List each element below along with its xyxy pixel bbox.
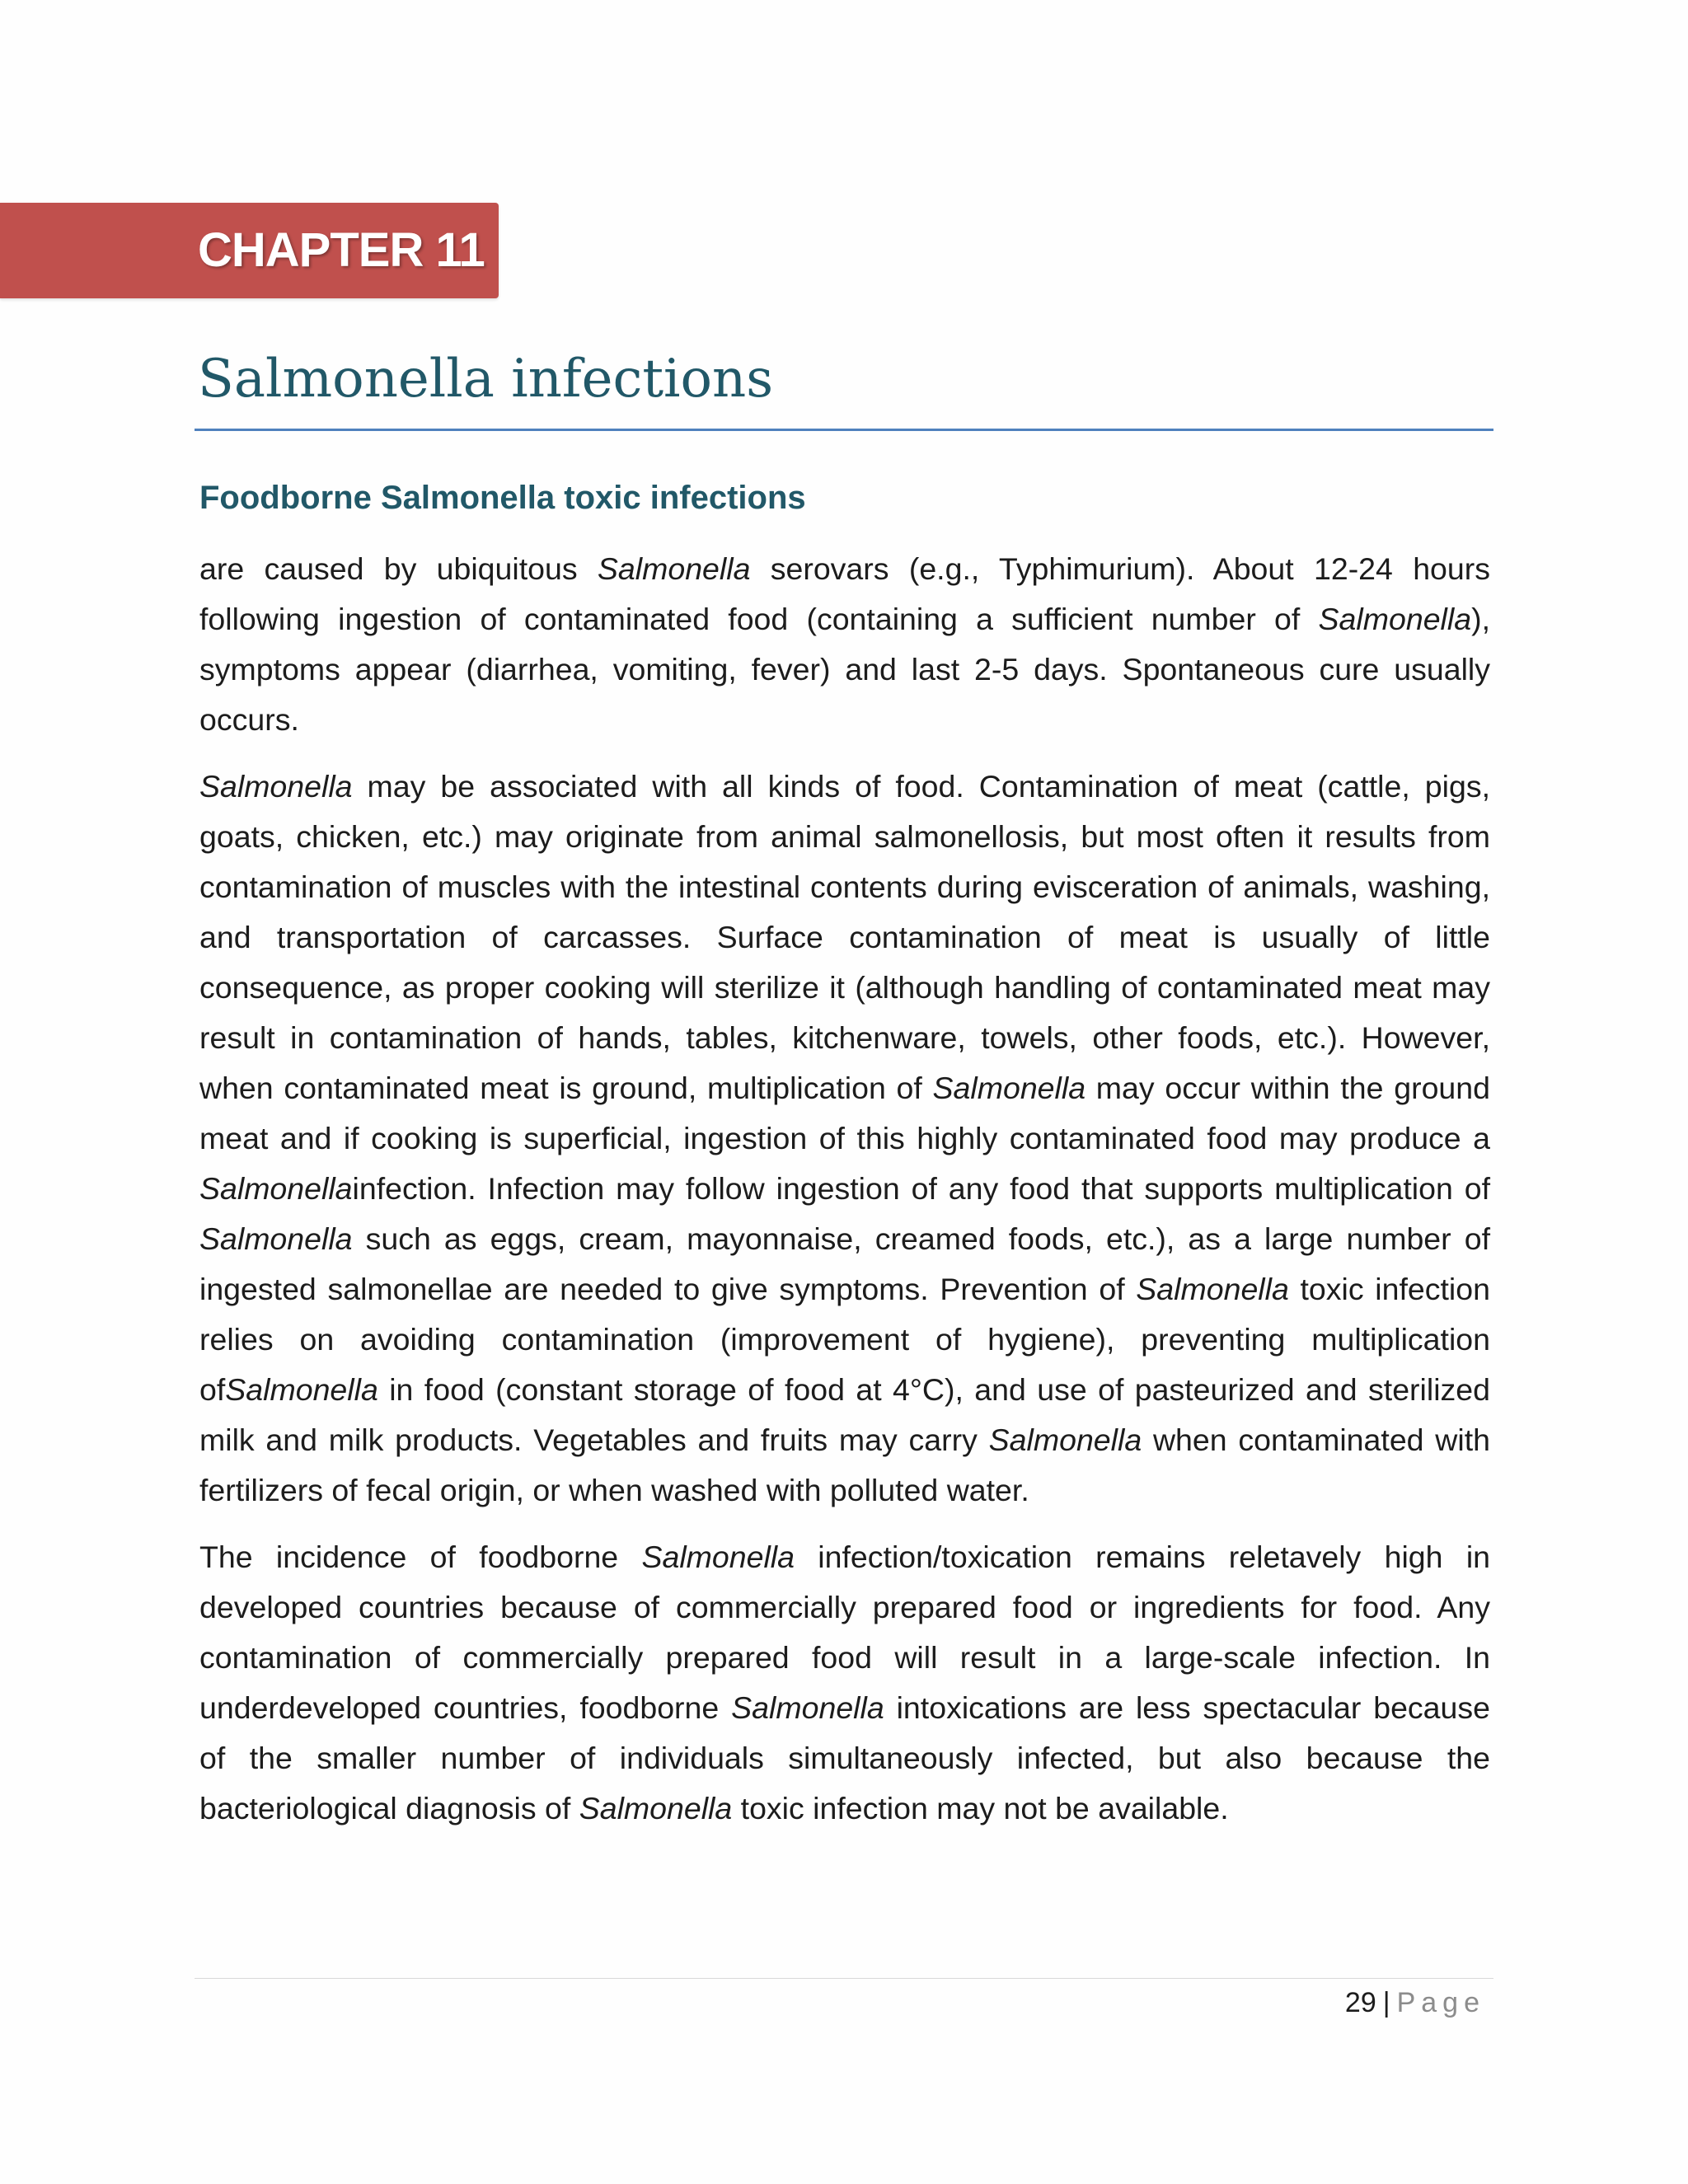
italic-term: Salmonella: [225, 1372, 378, 1407]
text-run: may be associated with all kinds of food. Contamination of meat (cattle, pigs, goats, chicken, etc.) may originate from animal salmonellosis, but most often it results from contamination of muscles with the intestinal contents during evisceration of animals, washing, and transportation of carcasses. Surface contamination of meat is usually of little consequence, as proper cooking will sterilize it (although handling of contaminated meat may result in contamination of hands, tables, kitchenware, towels, other foods, etc.). However, when contaminated meat is ground, multiplication of: [199, 769, 1490, 1105]
text-run: toxic infection may not be available.: [732, 1791, 1229, 1825]
footer-divider: [195, 1978, 1493, 1979]
chapter-label: CHAPTER 11: [198, 223, 485, 277]
text-run: may occur within the ground meat and if cooking is superficial, ingestion of this highly contaminated food may produce a: [199, 1071, 1490, 1155]
italic-term: Salmonella: [579, 1791, 733, 1825]
title-underline: [195, 429, 1493, 431]
italic-term: Salmonella: [199, 1171, 353, 1206]
italic-term: Salmonella: [932, 1071, 1086, 1105]
italic-term: Salmonella: [1136, 1272, 1289, 1306]
text-run: infection/toxication remains reletavely high in developed countries because of commercially prepared food or ingredients for food. Any contamination of commercially prepared food will result in a large-scale infection. In underdeveloped countries, foodborne: [199, 1540, 1491, 1725]
chapter-banner: [0, 203, 499, 298]
text-run: in food (constant storage of food at 4°C), and use of pasteurized and sterilized milk and milk products. Vegetables and fruits may carry: [199, 1372, 1490, 1457]
page-number: 29: [1344, 1987, 1376, 2018]
page-separator: |: [1382, 1987, 1390, 2018]
page-title: Salmonella infections: [198, 349, 774, 410]
italic-term: Salmonella: [597, 551, 751, 586]
text-run: intoxications are less spectacular because of the smaller number of individuals simultaneously infected, but also because the bacteriological diagnosis of: [199, 1690, 1490, 1825]
italic-term: Salmonella: [199, 1221, 353, 1256]
text-run: infection. Infection may follow ingestion of any food that supports multiplication of: [352, 1171, 1490, 1206]
paragraph: [199, 1532, 1490, 1834]
page-footer: [1345, 1982, 1485, 2023]
italic-term: Salmonella: [988, 1422, 1142, 1457]
text-run: ), symptoms appear (diarrhea, vomiting, fever) and last 2-5 days. Spontaneous cure usually occurs.: [199, 602, 1490, 737]
section-heading: Foodborne Salmonella toxic infections: [199, 480, 806, 516]
page-word: Page: [1396, 1987, 1485, 2018]
text-run: toxic infection relies on avoiding contamination (improvement of hygiene), preventing multiplication of: [199, 1272, 1490, 1407]
text-run: The incidence of foodborne: [199, 1540, 642, 1574]
paragraph: [199, 762, 1490, 1516]
italic-term: Salmonella: [199, 769, 353, 804]
italic-term: Salmonella: [641, 1540, 795, 1574]
body-text: [199, 544, 1490, 1850]
italic-term: Salmonella: [1318, 602, 1472, 636]
italic-term: Salmonella: [731, 1690, 884, 1725]
text-run: such as eggs, cream, mayonnaise, creamed foods, etc.), as a large number of ingested salmonellae are needed to give symptoms. Prevention of: [199, 1221, 1490, 1306]
text-run: serovars (e.g., Typhimurium). About 12-24 hours following ingestion of contaminated food (containing a sufficient number of: [199, 551, 1490, 636]
paragraph: [199, 544, 1490, 745]
text-run: when contaminated with fertilizers of fecal origin, or when washed with polluted water.: [199, 1422, 1490, 1507]
text-run: are caused by ubiquitous: [199, 551, 598, 586]
